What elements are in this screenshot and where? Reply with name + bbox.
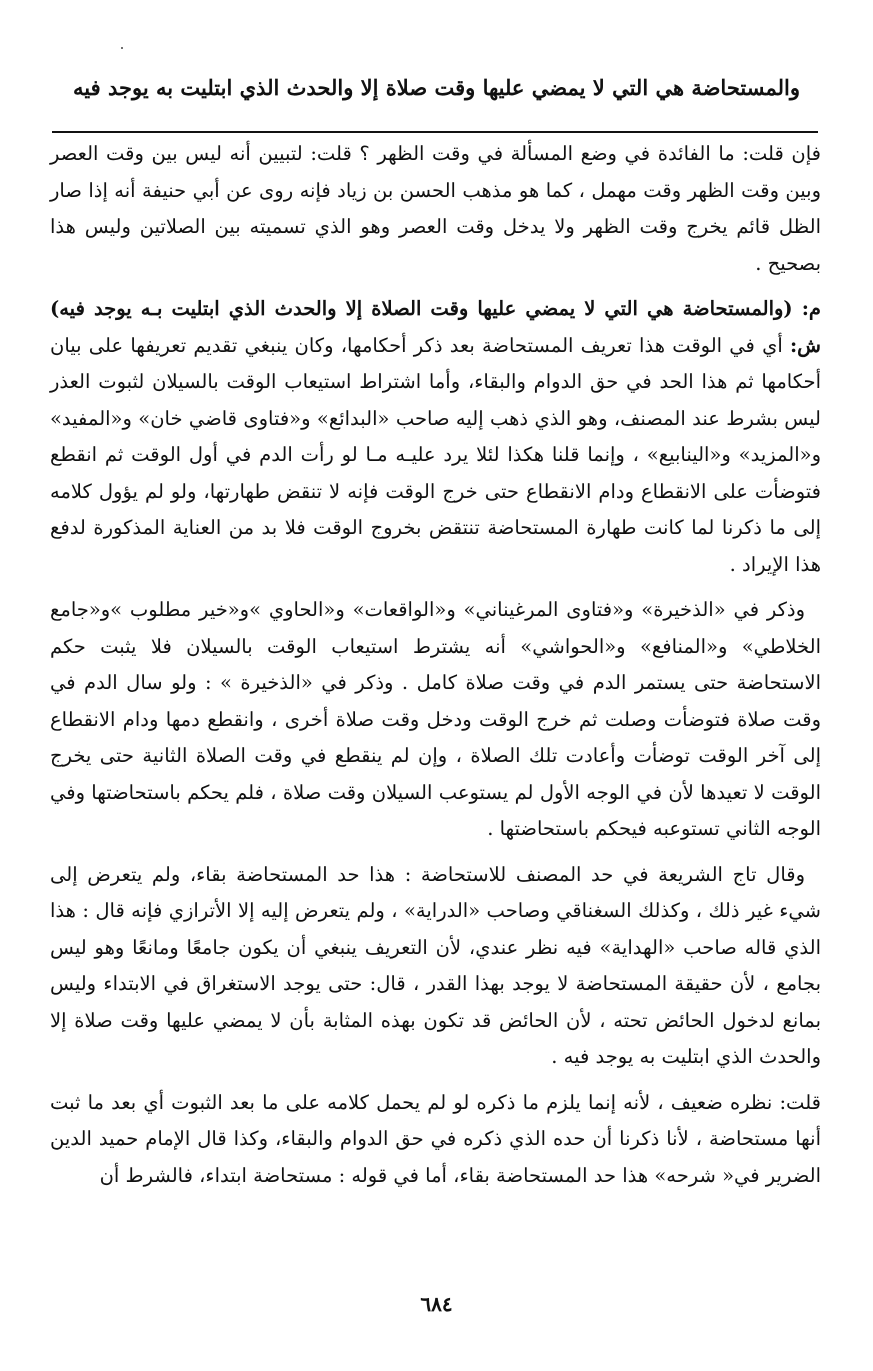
paragraph-text: قلت: نظره ضعيف ، لأنه إنما يلزم ما ذكره لو لم يحمل كلامه على ما بعد الثبوت أي بعد ما ثبت أنها مستحاضة ، لأنا ذكرنا أن حده الذي ذكره في حق الدوام والبقاء، وكذا قال الإمام حميد الدين الضرير في« شرحه» هذا حد المستحاضة بقاء، أما في قوله : مستحاضة ابتداء، فالشرط أن (50, 1090, 821, 1187)
paragraph-text: فإن قلت: ما الفائدة في وضع المسألة في وقت الظهر ؟ قلت: لتبيين أنه ليس بين وقت العصر وبين وقت الظهر وقت مهمل ، كما هو مذهب الحسن بن زياد فإنه روى عن أبي حنيفة أنه إذا صار الظل قائم يخرج وقت الظهر ولا يدخل وقت العصر وهو الذي تسميته بين الصلاتين وليس هذا بصحيح . (50, 142, 821, 275)
paragraph-text: وقال تاج الشريعة في حد المصنف للاستحاضة : هذا حد المستحاضة بقاء، ولم يتعرض إلى شيء غير ذلك ، وكذلك السغناقي وصاحب «الدراية» ، ولم يتعرض إليه إلا الأترازي فإنه قال : هذا الذي قاله صاحب «الهداية» فيه نظر عندي، لأن التعريف ينبغي أن يكون جامعًا ومانعًا وهو ليس بجامع ، لأن حقيقة المستحاضة لا يوجد بهذا القدر ، قال: حتى يوجد الاستغراق في الابتداء وليس بمانع لدخول الحائض تحته ، لأن الحائض قد تكون بهذه المثابة بأن لا يمضي عليها وقت صلاة إلا والحدث الذي ابتليت به يوجد فيه . (50, 862, 821, 1068)
page-number: ٦٨٤ (420, 1292, 453, 1316)
paragraph-5 (50, 1085, 821, 1195)
paragraph-1 (50, 136, 821, 282)
ink-speck (121, 47, 123, 49)
paragraph-text: وذكر في «الذخيرة» و«فتاوى المرغيناني» و«الواقعات» و«الحاوي »و«خير مطلوب »و«جامع الخلاطي» و«المنافع» و«الحواشي» أنه يشترط استيعاب الوقت بالسيلان فلا يثبت حكم الاستحاضة حتى يستمر الدم في وقت صلاة كامل . وذكر في «الذخيرة » : ولو سال الدم في وقت صلاة فتوضأت وصلت ثم خرج الوقت ودخل وقت صلاة أخرى ، وانقطع دمها ودام الانقطاع إلى آخر الوقت توضأت وأعادت تلك الصلاة ، وإن لم ينقطع في وقت الصلاة الثانية حتى يخرج الوقت لا تعيدها لأن في الوجه الأول لم يستوعب السيلان وقت صلاة ، فلم يحكم باستحاضتها وفي الوجه الثاني تستوعبه فيحكم باستحاضتها . (50, 598, 821, 840)
page-body (50, 136, 821, 1203)
paragraph-lead: م: (والمستحاضة هي التي لا يمضي عليها وقت الصلاة إلا والحدث الذي ابتليت بـه يوجد فيه) ش: (50, 297, 821, 357)
paragraph-4 (50, 857, 821, 1076)
paragraph-2 (50, 291, 821, 583)
paragraph-3 (50, 592, 821, 848)
paragraph-text: أي في الوقت هذا تعريف المستحاضة بعد ذكر أحكامها، وكان ينبغي تقديم تعريفها على بيان أحكامها ثم هذا الحد في حق الدوام والبقاء، وأما اشتراط استيعاب الوقت بالسيلان لثبوت العذر ليس بشرط عند المصنف، وهو الذي ذهب إليه صاحب «البدائع» و«فتاوى قاضي خان» و«المفيد» و«المزيد» و«الينابيع» ، وإنما قلنا هكذا لئلا يرد عليـه مـا لو رأت الدم في أول الوقت ثم انقطع فتوضأت على الانقطاع ودام الانقطاع حتى خرج الوقت فإنه لا تنقض طهارتها، ولو لم يؤول كلامه إلى ما ذكرنا لما كانت طهارة المستحاضة تنتقض بخروج الوقت فلا بد من العناية المذكورة لدفع هذا الإيراد . (50, 333, 821, 576)
header-rule (52, 131, 818, 133)
running-header: والمستحاضة هي التي لا يمضي عليها وقت صلاة إلا والحدث الذي ابتليت به يوجد فيه (73, 75, 800, 100)
